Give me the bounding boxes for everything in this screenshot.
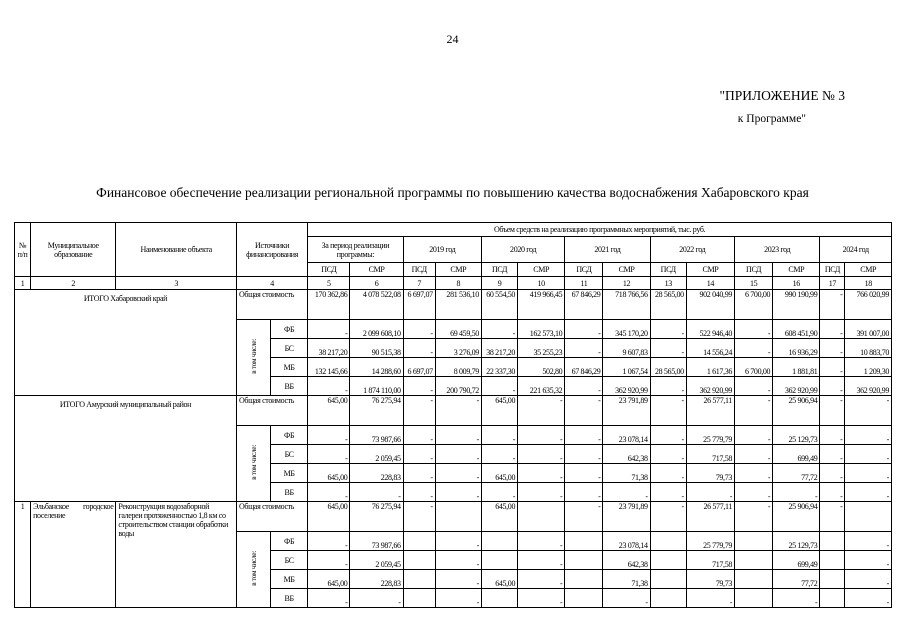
header-sources: Источники финансирования — [236, 223, 307, 277]
value-cell — [820, 570, 845, 589]
column-number: 10 — [518, 277, 565, 290]
value-cell: - — [820, 426, 845, 445]
value-cell: 28 565,00 — [650, 290, 686, 320]
value-cell: 73 987,66 — [350, 426, 403, 445]
funding-source: БС — [271, 339, 308, 358]
funding-source: ВБ — [271, 377, 308, 396]
value-cell: - — [820, 483, 845, 502]
value-cell: - — [403, 502, 435, 532]
value-cell: 23 791,89 — [603, 502, 650, 532]
funding-source: БС — [271, 551, 308, 570]
value-cell: - — [435, 445, 481, 464]
value-cell: 200 790,72 — [435, 377, 481, 396]
value-cell: - — [518, 426, 565, 445]
header-smr: СМР — [603, 263, 650, 277]
document-title: Финансовое обеспечение реализации региональной программы по повышению качества водоснабжения Хабаровского края — [96, 185, 809, 200]
value-cell: - — [735, 339, 773, 358]
column-number: 18 — [845, 277, 892, 290]
header-number: № п/п — [15, 223, 31, 277]
column-number: 17 — [820, 277, 845, 290]
value-cell: - — [735, 396, 773, 426]
funding-source: МБ — [271, 358, 308, 377]
value-cell: 60 554,50 — [481, 290, 517, 320]
value-cell: 699,49 — [773, 445, 820, 464]
value-cell: - — [518, 445, 565, 464]
value-cell: - — [650, 464, 686, 483]
value-cell: - — [650, 377, 686, 396]
value-cell: - — [565, 377, 603, 396]
value-cell: 6 697,07 — [403, 290, 435, 320]
value-cell: 25 779,79 — [686, 532, 734, 551]
value-cell: 38 217,20 — [308, 339, 350, 358]
value-cell — [403, 551, 435, 570]
value-cell — [735, 570, 773, 589]
header-smr: СМР — [686, 263, 734, 277]
value-cell: - — [845, 445, 892, 464]
value-cell: - — [435, 551, 481, 570]
value-cell: - — [650, 502, 686, 532]
value-cell: 718 766,56 — [603, 290, 650, 320]
appendix-title: "ПРИЛОЖЕНИЕ № 3 — [719, 88, 845, 103]
value-cell: - — [820, 377, 845, 396]
column-number: 9 — [481, 277, 517, 290]
value-cell: 1 881,81 — [773, 358, 820, 377]
value-cell: - — [820, 464, 845, 483]
header-smr: СМР — [845, 263, 892, 277]
value-cell: - — [518, 551, 565, 570]
in-total-text: в том числе: — [249, 445, 258, 480]
value-cell: - — [735, 377, 773, 396]
value-cell: 1 617,36 — [686, 358, 734, 377]
value-cell: - — [403, 320, 435, 339]
value-cell: - — [565, 396, 603, 426]
value-cell: 3 276,09 — [435, 339, 481, 358]
value-cell: 69 459,50 — [435, 320, 481, 339]
value-cell: 221 635,32 — [518, 377, 565, 396]
value-cell — [820, 589, 845, 608]
value-cell: - — [603, 589, 650, 608]
municipality-name: Эльбанское городское поселение — [31, 502, 116, 608]
value-cell: 25 129,73 — [773, 426, 820, 445]
value-cell: 77,72 — [773, 570, 820, 589]
value-cell: - — [845, 551, 892, 570]
value-cell: 79,73 — [686, 570, 734, 589]
source-total-cost: Общая стоимость — [236, 396, 307, 426]
header-year-2022: 2022 год — [650, 237, 734, 263]
value-cell: - — [481, 377, 517, 396]
value-cell: 645,00 — [308, 502, 350, 532]
value-cell: - — [650, 445, 686, 464]
value-cell: 38 217,20 — [481, 339, 517, 358]
source-total-cost: Общая стоимость — [236, 290, 307, 320]
value-cell: 990 190,99 — [773, 290, 820, 320]
value-cell: 717,58 — [686, 551, 734, 570]
value-cell: - — [773, 483, 820, 502]
value-cell: 502,80 — [518, 358, 565, 377]
value-cell — [435, 502, 481, 532]
value-cell: - — [845, 426, 892, 445]
value-cell: 90 515,38 — [350, 339, 403, 358]
value-cell: 6 700,00 — [735, 358, 773, 377]
header-object: Наименование объекта — [116, 223, 237, 277]
value-cell: 14 556,24 — [686, 339, 734, 358]
value-cell: 902 040,99 — [686, 290, 734, 320]
value-cell — [735, 589, 773, 608]
value-cell: - — [481, 445, 517, 464]
header-smr: СМР — [350, 263, 403, 277]
value-cell: 1 874 110,00 — [350, 377, 403, 396]
column-number: 5 — [308, 277, 350, 290]
value-cell — [650, 570, 686, 589]
value-cell — [403, 532, 435, 551]
value-cell: - — [403, 445, 435, 464]
value-cell: - — [650, 396, 686, 426]
value-cell: 16 936,29 — [773, 339, 820, 358]
value-cell: 645,00 — [308, 570, 350, 589]
object-name: Реконструкция водозаборной галереи протяженностью 1,8 км со строительством станции обработки воды — [116, 502, 237, 608]
value-cell: - — [773, 589, 820, 608]
value-cell: - — [735, 502, 773, 532]
value-cell: - — [435, 426, 481, 445]
value-cell: 23 078,14 — [603, 426, 650, 445]
value-cell: 25 906,94 — [773, 502, 820, 532]
value-cell: - — [735, 426, 773, 445]
value-cell: - — [845, 464, 892, 483]
value-cell: - — [403, 426, 435, 445]
value-cell: 22 337,30 — [481, 358, 517, 377]
value-cell: - — [435, 589, 481, 608]
value-cell: - — [650, 483, 686, 502]
value-cell — [735, 551, 773, 570]
value-cell: - — [845, 570, 892, 589]
in-total-text: в том числе: — [249, 551, 258, 586]
value-cell: - — [565, 445, 603, 464]
value-cell: - — [518, 464, 565, 483]
value-cell: 4 078 522,08 — [350, 290, 403, 320]
column-number: 12 — [603, 277, 650, 290]
value-cell: 608 451,90 — [773, 320, 820, 339]
funding-source: ВБ — [271, 589, 308, 608]
column-number: 1 — [15, 277, 31, 290]
value-cell — [820, 532, 845, 551]
value-cell: - — [481, 426, 517, 445]
value-cell: - — [565, 320, 603, 339]
value-cell: 642,38 — [603, 551, 650, 570]
value-cell — [820, 551, 845, 570]
value-cell: - — [735, 445, 773, 464]
value-cell: - — [735, 320, 773, 339]
in-total-text: в том числе: — [249, 339, 258, 374]
value-cell: 362 920,99 — [686, 377, 734, 396]
value-cell: 645,00 — [308, 396, 350, 426]
value-cell: 2 099 608,10 — [350, 320, 403, 339]
column-number: 3 — [116, 277, 237, 290]
header-psd: ПСД — [403, 263, 435, 277]
column-number: 13 — [650, 277, 686, 290]
in-total-label — [236, 532, 270, 608]
value-cell: - — [845, 589, 892, 608]
header-psd: ПСД — [308, 263, 350, 277]
column-number: 2 — [31, 277, 116, 290]
value-cell: 391 007,00 — [845, 320, 892, 339]
value-cell — [403, 570, 435, 589]
column-number: 4 — [236, 277, 307, 290]
value-cell: 1 209,30 — [845, 358, 892, 377]
header-year-2019: 2019 год — [403, 237, 481, 263]
value-cell: 362 920,99 — [845, 377, 892, 396]
funding-source: ФБ — [271, 532, 308, 551]
value-cell — [650, 551, 686, 570]
header-psd: ПСД — [481, 263, 517, 277]
value-cell — [565, 551, 603, 570]
value-cell: - — [481, 320, 517, 339]
value-cell — [845, 502, 892, 532]
value-cell — [735, 532, 773, 551]
value-cell: - — [565, 339, 603, 358]
value-cell: 362 920,99 — [773, 377, 820, 396]
in-total-label — [236, 426, 270, 502]
header-smr: СМР — [518, 263, 565, 277]
value-cell: - — [820, 290, 845, 320]
value-cell: - — [565, 426, 603, 445]
header-volume: Объем средств на реализацию программных мероприятий, тыс. руб. — [308, 223, 892, 237]
value-cell: 10 883,70 — [845, 339, 892, 358]
value-cell: 766 020,99 — [845, 290, 892, 320]
header-psd: ПСД — [735, 263, 773, 277]
funding-source: ФБ — [271, 426, 308, 445]
value-cell: 699,49 — [773, 551, 820, 570]
value-cell: 6 700,00 — [735, 290, 773, 320]
value-cell: - — [350, 589, 403, 608]
value-cell: 77,72 — [773, 464, 820, 483]
value-cell: - — [518, 532, 565, 551]
value-cell: 71,38 — [603, 570, 650, 589]
value-cell — [481, 532, 517, 551]
column-number: 16 — [773, 277, 820, 290]
value-cell: 26 577,11 — [686, 396, 734, 426]
header-year-2024: 2024 год — [820, 237, 892, 263]
value-cell: 23 791,89 — [603, 396, 650, 426]
value-cell: - — [403, 377, 435, 396]
value-cell: 228,83 — [350, 464, 403, 483]
value-cell: 345 170,20 — [603, 320, 650, 339]
header-year-2021: 2021 год — [565, 237, 650, 263]
value-cell: - — [518, 396, 565, 426]
value-cell: 76 275,94 — [350, 396, 403, 426]
value-cell — [565, 589, 603, 608]
value-cell: 25 129,73 — [773, 532, 820, 551]
value-cell: - — [308, 483, 350, 502]
value-cell: - — [308, 377, 350, 396]
value-cell: - — [650, 320, 686, 339]
value-cell: 228,83 — [350, 570, 403, 589]
in-total-label — [236, 320, 270, 396]
value-cell: - — [603, 483, 650, 502]
value-cell: - — [350, 483, 403, 502]
value-cell: - — [435, 464, 481, 483]
value-cell: - — [435, 483, 481, 502]
column-number: 11 — [565, 277, 603, 290]
value-cell: - — [565, 502, 603, 532]
value-cell: - — [735, 464, 773, 483]
header-period: За период реализации программы: — [308, 237, 403, 263]
value-cell: 1 067,54 — [603, 358, 650, 377]
value-cell: - — [686, 589, 734, 608]
value-cell: - — [308, 445, 350, 464]
section-total-label: ИТОГО Амурский муниципальный район — [15, 396, 237, 502]
row-number: 1 — [15, 502, 31, 608]
value-cell — [565, 570, 603, 589]
value-cell: - — [435, 532, 481, 551]
value-cell: - — [565, 483, 603, 502]
value-cell: - — [481, 483, 517, 502]
column-number: 8 — [435, 277, 481, 290]
value-cell: 14 288,60 — [350, 358, 403, 377]
header-smr: СМР — [435, 263, 481, 277]
header-psd: ПСД — [650, 263, 686, 277]
value-cell: - — [845, 396, 892, 426]
funding-source: ФБ — [271, 320, 308, 339]
value-cell: 35 255,23 — [518, 339, 565, 358]
column-number: 15 — [735, 277, 773, 290]
funding-source: ВБ — [271, 483, 308, 502]
value-cell: 281 536,10 — [435, 290, 481, 320]
value-cell: - — [845, 532, 892, 551]
value-cell: - — [820, 339, 845, 358]
value-cell — [650, 589, 686, 608]
value-cell: 8 009,79 — [435, 358, 481, 377]
value-cell: - — [403, 396, 435, 426]
value-cell: 2 059,45 — [350, 551, 403, 570]
value-cell: 79,73 — [686, 464, 734, 483]
page-number: 24 — [446, 32, 459, 46]
value-cell: 132 145,66 — [308, 358, 350, 377]
header-psd: ПСД — [820, 263, 845, 277]
value-cell: 23 078,14 — [603, 532, 650, 551]
header-psd: ПСД — [565, 263, 603, 277]
value-cell: - — [518, 570, 565, 589]
value-cell: 25 779,79 — [686, 426, 734, 445]
value-cell: 6 697,07 — [403, 358, 435, 377]
value-cell: - — [820, 396, 845, 426]
value-cell: 645,00 — [481, 570, 517, 589]
table-row-total — [15, 502, 892, 532]
source-total-cost: Общая стоимость — [236, 502, 307, 532]
value-cell: 162 573,10 — [518, 320, 565, 339]
value-cell: - — [820, 358, 845, 377]
value-cell: 76 275,94 — [350, 502, 403, 532]
value-cell: 25 906,94 — [773, 396, 820, 426]
appendix-subtitle: к Программе" — [737, 113, 806, 125]
value-cell: 67 846,29 — [565, 358, 603, 377]
value-cell — [518, 502, 565, 532]
value-cell — [481, 551, 517, 570]
value-cell: 362 920,99 — [603, 377, 650, 396]
value-cell: - — [435, 396, 481, 426]
value-cell: - — [403, 464, 435, 483]
value-cell: - — [686, 483, 734, 502]
value-cell: - — [308, 426, 350, 445]
value-cell: - — [820, 502, 845, 532]
value-cell: 645,00 — [308, 464, 350, 483]
value-cell — [403, 589, 435, 608]
value-cell: - — [650, 339, 686, 358]
value-cell: - — [435, 570, 481, 589]
header-year-2020: 2020 год — [481, 237, 564, 263]
value-cell: - — [820, 320, 845, 339]
value-cell: - — [308, 320, 350, 339]
column-number: 7 — [403, 277, 435, 290]
value-cell: 645,00 — [481, 396, 517, 426]
value-cell: - — [518, 483, 565, 502]
value-cell: - — [845, 483, 892, 502]
value-cell: 170 362,86 — [308, 290, 350, 320]
value-cell: 645,00 — [481, 464, 517, 483]
value-cell: - — [308, 589, 350, 608]
value-cell: 9 607,83 — [603, 339, 650, 358]
value-cell: 645,00 — [481, 502, 517, 532]
value-cell: 71,38 — [603, 464, 650, 483]
value-cell: - — [650, 426, 686, 445]
value-cell: 522 946,40 — [686, 320, 734, 339]
value-cell: - — [403, 483, 435, 502]
value-cell — [565, 532, 603, 551]
value-cell: - — [308, 551, 350, 570]
header-smr: СМР — [773, 263, 820, 277]
financing-table — [14, 222, 892, 608]
section-total-label: ИТОГО Хабаровский край — [15, 290, 237, 396]
value-cell: - — [735, 483, 773, 502]
value-cell: 642,38 — [603, 445, 650, 464]
header-year-2023: 2023 год — [735, 237, 820, 263]
value-cell — [481, 589, 517, 608]
header-municipality: Муниципальное образование — [31, 223, 116, 277]
value-cell: 2 059,45 — [350, 445, 403, 464]
table-row-total — [15, 290, 892, 320]
value-cell: - — [518, 589, 565, 608]
value-cell: 717,58 — [686, 445, 734, 464]
value-cell: 28 565,00 — [650, 358, 686, 377]
value-cell: 26 577,11 — [686, 502, 734, 532]
table-row-total — [15, 396, 892, 426]
value-cell: - — [820, 445, 845, 464]
column-number: 14 — [686, 277, 734, 290]
funding-source: МБ — [271, 570, 308, 589]
value-cell: 67 846,29 — [565, 290, 603, 320]
value-cell: - — [308, 532, 350, 551]
column-number: 6 — [350, 277, 403, 290]
value-cell — [650, 532, 686, 551]
funding-source: БС — [271, 445, 308, 464]
value-cell: - — [403, 339, 435, 358]
value-cell: - — [565, 464, 603, 483]
value-cell: 419 966,45 — [518, 290, 565, 320]
funding-source: МБ — [271, 464, 308, 483]
value-cell: 73 987,66 — [350, 532, 403, 551]
